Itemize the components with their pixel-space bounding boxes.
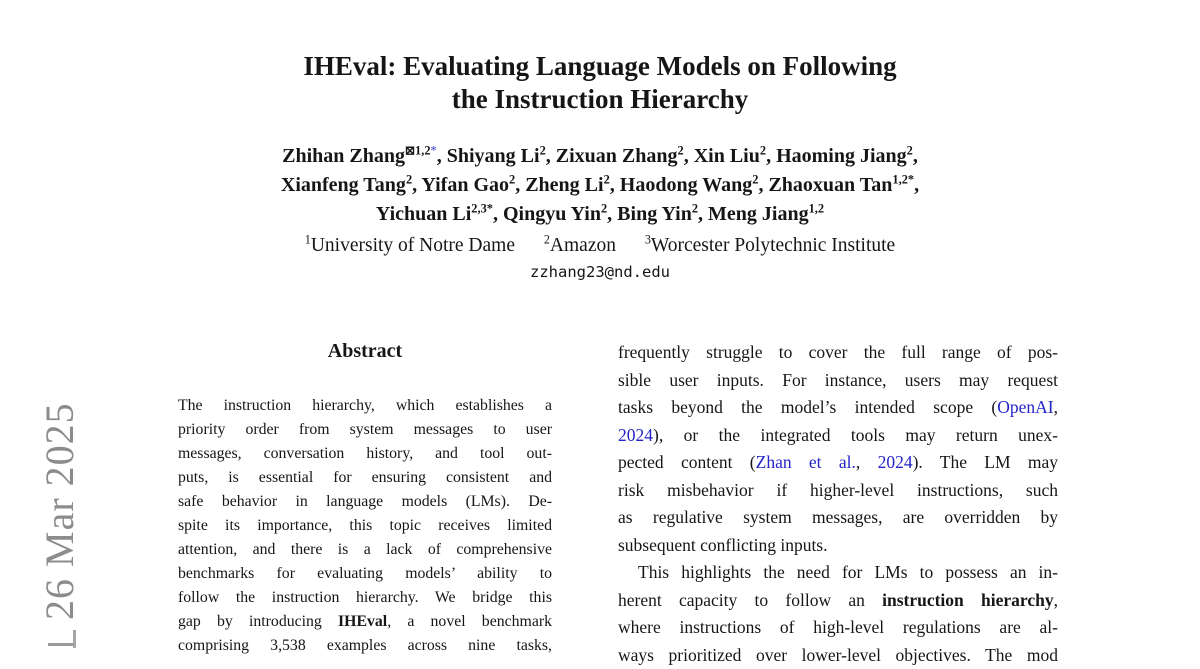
introduction-column <box>618 339 1058 669</box>
affiliation <box>544 235 616 256</box>
author-name: Zhihan Zhang <box>282 145 405 167</box>
author-affil-sup: 2 <box>601 201 607 215</box>
abstract-text: , a novel benchmark <box>387 613 552 630</box>
author-name: , Yifan Gao <box>412 174 509 196</box>
paper-header <box>0 0 1200 283</box>
author-star-sup: * <box>431 143 437 157</box>
author-name: , Xin Liu <box>684 145 760 167</box>
author-affil-sup: 2 <box>678 143 684 157</box>
author-name: , Shiyang Li <box>437 145 540 167</box>
author-affil-sup: 2 <box>540 143 546 157</box>
paper-title-line2: the Instruction Hierarchy <box>0 83 1200 116</box>
affiliation-name: University of Notre Dame <box>311 235 515 256</box>
author-affil-sup: 2 <box>907 143 913 157</box>
author-name: Xianfeng Tang <box>281 174 406 196</box>
abstract-body <box>178 394 552 658</box>
author-affil-sup: 1,2* <box>892 172 914 186</box>
citation-openai-year[interactable]: 2024 <box>618 425 653 445</box>
abstract-text: gap by introducing <box>178 613 338 630</box>
author-line-1 <box>0 142 1200 171</box>
author-name: Yichuan Li <box>376 203 471 225</box>
abstract-section <box>178 338 552 658</box>
body-line <box>618 394 1058 422</box>
author-line-3 <box>0 200 1200 229</box>
author-name: , Bing Yin <box>607 203 692 225</box>
author-list <box>0 142 1200 229</box>
author-name: , Meng Jiang <box>698 203 809 225</box>
affiliation-list <box>0 233 1200 258</box>
abstract-heading: Abstract <box>178 338 552 364</box>
author-affil-sup: 1,2 <box>415 143 431 157</box>
contact-email: zzhang23@nd.edu <box>0 261 1200 283</box>
author-separator: , <box>914 174 919 196</box>
body-line: as regulative system messages, are overridden by <box>618 504 1058 532</box>
body-line-paragraph-start: This highlights the need for LMs to possess an in- <box>618 559 1058 587</box>
author-affil-sup: 2 <box>692 201 698 215</box>
abstract-line: safe behavior in language models (LMs). De- <box>178 490 552 514</box>
author-name: , Haoming Jiang <box>766 145 907 167</box>
body-text: , <box>1054 397 1058 417</box>
affiliation <box>645 235 895 256</box>
paper-title <box>0 50 1200 116</box>
citation-zhan[interactable]: Zhan et al. <box>756 452 856 472</box>
body-text: tasks beyond the model’s intended scope ( <box>618 397 997 417</box>
author-line-2 <box>0 171 1200 200</box>
author-name: , Haodong Wang <box>610 174 752 196</box>
arxiv-watermark-clipped-bracket-stroke <box>48 643 75 646</box>
paper-title-line1: IHEval: Evaluating Language Models on Following <box>0 50 1200 83</box>
body-line: frequently struggle to cover the full range of pos- <box>618 339 1058 367</box>
author-affil-sup: 2 <box>604 172 610 186</box>
abstract-line: priority order from system messages to user <box>178 418 552 442</box>
body-line <box>618 587 1058 615</box>
body-text: ). The LM may <box>913 452 1058 472</box>
author-name: , Qingyu Yin <box>493 203 601 225</box>
abstract-line: puts, is essential for ensuring consistent and <box>178 466 552 490</box>
abstract-line: follow the instruction hierarchy. We bridge this <box>178 586 552 610</box>
body-text: ), or the integrated tools may return unex- <box>653 425 1058 445</box>
abstract-line: The instruction hierarchy, which establishes a <box>178 394 552 418</box>
arxiv-date-watermark: 26 Mar 2025 <box>40 402 80 620</box>
arxiv-watermark-clipped-bracket-serif <box>73 630 76 648</box>
author-name: , Zhaoxuan Tan <box>758 174 892 196</box>
body-text: pected content ( <box>618 452 756 472</box>
affiliation-sup: 3 <box>645 233 651 247</box>
affiliation-sup: 2 <box>544 233 550 247</box>
body-text: , <box>1054 590 1058 610</box>
author-affil-sup: 2 <box>509 172 515 186</box>
abstract-line: attention, and there is a lack of comprehensive <box>178 538 552 562</box>
body-text: , <box>856 452 878 472</box>
citation-openai[interactable]: OpenAI <box>997 397 1053 417</box>
affiliation <box>305 235 515 256</box>
affiliation-name: Worcester Polytechnic Institute <box>651 235 895 256</box>
body-line: where instructions of high-level regulations are al- <box>618 614 1058 642</box>
author-affil-sup: 2 <box>752 172 758 186</box>
author-affil-sup: 1,2 <box>809 201 825 215</box>
affiliation-sup: 1 <box>305 233 311 247</box>
abstract-line: comprising 3,538 examples across nine tasks, <box>178 634 552 658</box>
body-line: subsequent conflicting inputs. <box>618 532 1058 560</box>
author-name: , Zheng Li <box>515 174 603 196</box>
body-line <box>618 422 1058 450</box>
author-affil-sup: 2 <box>760 143 766 157</box>
author-affil-sup: 2 <box>406 172 412 186</box>
body-line: risk misbehavior if higher-level instructions, such <box>618 477 1058 505</box>
body-text: herent capacity to follow an <box>618 590 882 610</box>
benchmark-name: IHEval <box>338 613 387 630</box>
body-line-clipped: ways prioritized over lower-level objectives. The mod <box>618 642 1058 669</box>
author-affil-sup: 2,3* <box>471 201 493 215</box>
abstract-line <box>178 610 552 634</box>
author-name: , Zixuan Zhang <box>546 145 678 167</box>
envelope-icon: ⊠ <box>405 143 415 157</box>
abstract-line: benchmarks for evaluating models’ ability to <box>178 562 552 586</box>
abstract-line: spite its importance, this topic receives limited <box>178 514 552 538</box>
emphasized-term: instruction hierarchy <box>882 590 1054 610</box>
author-separator: , <box>913 145 918 167</box>
abstract-line: messages, conversation history, and tool out- <box>178 442 552 466</box>
citation-zhan-year[interactable]: 2024 <box>878 452 913 472</box>
body-line <box>618 449 1058 477</box>
body-line: sible user inputs. For instance, users may request <box>618 367 1058 395</box>
affiliation-name: Amazon <box>550 235 616 256</box>
